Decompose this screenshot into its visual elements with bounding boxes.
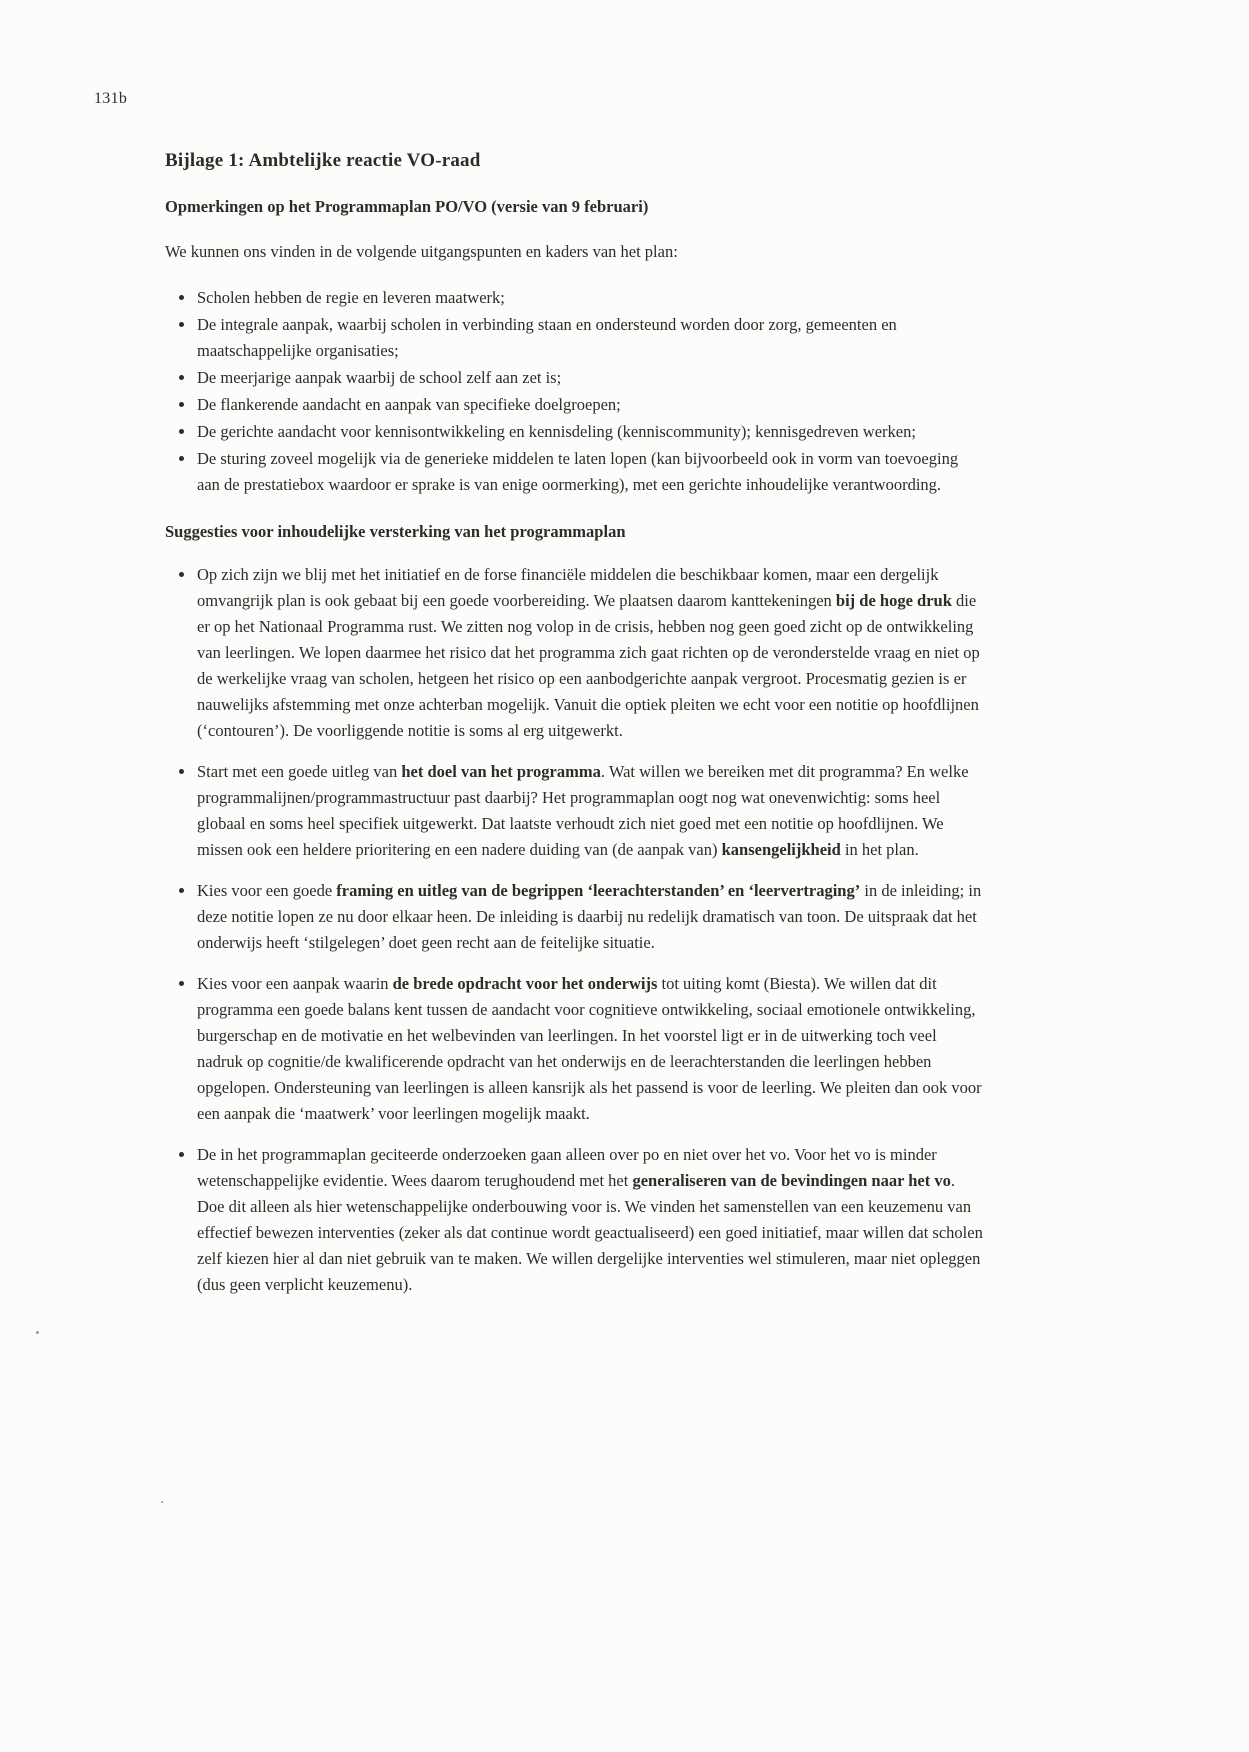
text-run: Scholen hebben de regie en leveren maatwerk; (197, 288, 505, 307)
bold-text-run: framing en uitleg van de begrippen ‘leerachterstanden’ en ‘leervertraging’ (336, 881, 861, 900)
bold-text-run: generaliseren van de bevindingen naar het vo (632, 1171, 951, 1190)
list-item (196, 878, 983, 956)
scan-artifact-dot (36, 1331, 39, 1334)
suggesties-list (165, 562, 983, 1298)
text-run: Kies voor een aanpak waarin (197, 974, 393, 993)
bold-text-run: bij de hoge druk (835, 591, 952, 610)
text-run: De in het programmaplan geciteerde onderzoeken gaan alleen over po en niet over het vo. Voor het vo is minder wetenschappelijke evidentie. Wees daarom terughoudend met het (197, 1145, 937, 1190)
list-item (196, 446, 983, 498)
text-run: De gerichte aandacht voor kennisontwikkeling en kennisdeling (kenniscommunity); kennisgedreven werken; (197, 422, 916, 441)
document-title: Bijlage 1: Ambtelijke reactie VO-raad (165, 150, 481, 171)
text-run: De sturing zoveel mogelijk via de generieke middelen te laten lopen (kan bijvoorbeeld ook in vorm van toevoeging aan de prestatiebox waardoor er sprake is van enige oormerking), met een gerichte inhoudelijke verantwoording. (197, 449, 959, 494)
list-item (196, 285, 983, 311)
text-run: De integrale aanpak, waarbij scholen in verbinding staan en ondersteund worden door zorg, gemeenten en maatschappelijke organisaties; (197, 315, 897, 360)
list-item (196, 759, 983, 863)
list-item (196, 562, 983, 744)
list-item (196, 971, 983, 1127)
bold-text-run: het doel van het programma (401, 762, 601, 781)
list-item (196, 1142, 983, 1298)
bold-text-run: kansengelijkheid (721, 840, 841, 859)
text-run: . Doe dit alleen als hier wetenschappelijke onderbouwing voor is. We vinden het samenstellen van een keuzemenu van effectief bewezen interventies (zeker als dat continue wordt geactualiseerd) een goed initiatief, maar willen dat scholen zelf kiezen hier al dan niet gebruik van te maken. We willen dergelijke interventies wel stimuleren, maar niet opleggen (dus geen verplicht keuzemenu). (197, 1171, 983, 1294)
list-item (196, 365, 983, 391)
document-content (165, 150, 983, 1313)
page-number: 131b (94, 90, 128, 107)
text-run: Start met een goede uitleg van (197, 762, 402, 781)
text-run: Kies voor een goede (197, 881, 337, 900)
text-run: in de inleiding; in deze notitie lopen ze nu door elkaar heen. De inleiding is daarbij nu redelijk dramatisch van toon. De uitspraak dat het onderwijs heeft ‘stilgelegen’ doet geen recht aan de feitelijke situatie. (197, 881, 982, 952)
text-run: . Wat willen we bereiken met dit programma? En welke programmalijnen/programmastructuur past daarbij? Het programmaplan oogt nog wat onevenwichtig: soms heel globaal en soms heel specifiek uitgewerkt. Dat laatste verhoudt zich niet goed met een notitie op hoofdlijnen. We missen ook een heldere prioritering en een nadere duiding van (de aanpak van) (197, 762, 969, 859)
uitgangspunten-list (165, 285, 983, 498)
intro-paragraph: We kunnen ons vinden in de volgende uitgangspunten en kaders van het plan: (165, 242, 678, 261)
list-item (196, 419, 983, 445)
text-run: in het plan. (840, 840, 919, 859)
section-heading: Suggesties voor inhoudelijke versterking van het programmaplan (165, 522, 626, 541)
text-run: die er op het Nationaal Programma rust. We zitten nog volop in de crisis, hebben nog geen goed zicht op de ontwikkeling van leerlingen. We lopen daarmee het risico dat het programma zich gaat richten op de veronderstelde vraag en niet op de werkelijke vraag van scholen, hetgeen het risico op een aanbodgerichte aanpak vergroot. Procesmatig gezien is er nauwelijks afstemming met onze achterban mogelijk. Vanuit die optiek pleiten we echt voor een notitie op hoofdlijnen (‘contouren’). De voorliggende notitie is soms al erg uitgewerkt. (197, 591, 980, 740)
list-item (196, 392, 983, 418)
document-subtitle: Opmerkingen op het Programmaplan PO/VO (versie van 9 februari) (165, 197, 649, 216)
text-run: De meerjarige aanpak waarbij de school zelf aan zet is; (197, 368, 562, 387)
list-item (196, 312, 983, 364)
scan-artifact-dot (161, 1501, 163, 1503)
text-run: Op zich zijn we blij met het initiatief en de forse financiële middelen die beschikbaar komen, maar een dergelijk omvangrijk plan is ook gebaat bij een goede voorbereiding. We plaatsen daarom kanttekeningen (197, 565, 939, 610)
bold-text-run: de brede opdracht voor het onderwijs (392, 974, 658, 993)
text-run: De flankerende aandacht en aanpak van specifieke doelgroepen; (197, 395, 621, 414)
text-run: tot uiting komt (Biesta). We willen dat dit programma een goede balans kent tussen de aandacht voor cognitieve ontwikkeling, sociaal emotionele ontwikkeling, burgerschap en de motivatie en het welbevinden van leerlingen. In het voorstel ligt er in de uitwerking toch veel nadruk op cognitie/de kwalificerende opdracht van het onderwijs en de leerachterstanden die leerlingen hebben opgelopen. Ondersteuning van leerlingen is alleen kansrijk als het passend is voor de leerling. We pleiten dan ook voor een aanpak die ‘maatwerk’ voor leerlingen mogelijk maakt. (197, 974, 982, 1123)
